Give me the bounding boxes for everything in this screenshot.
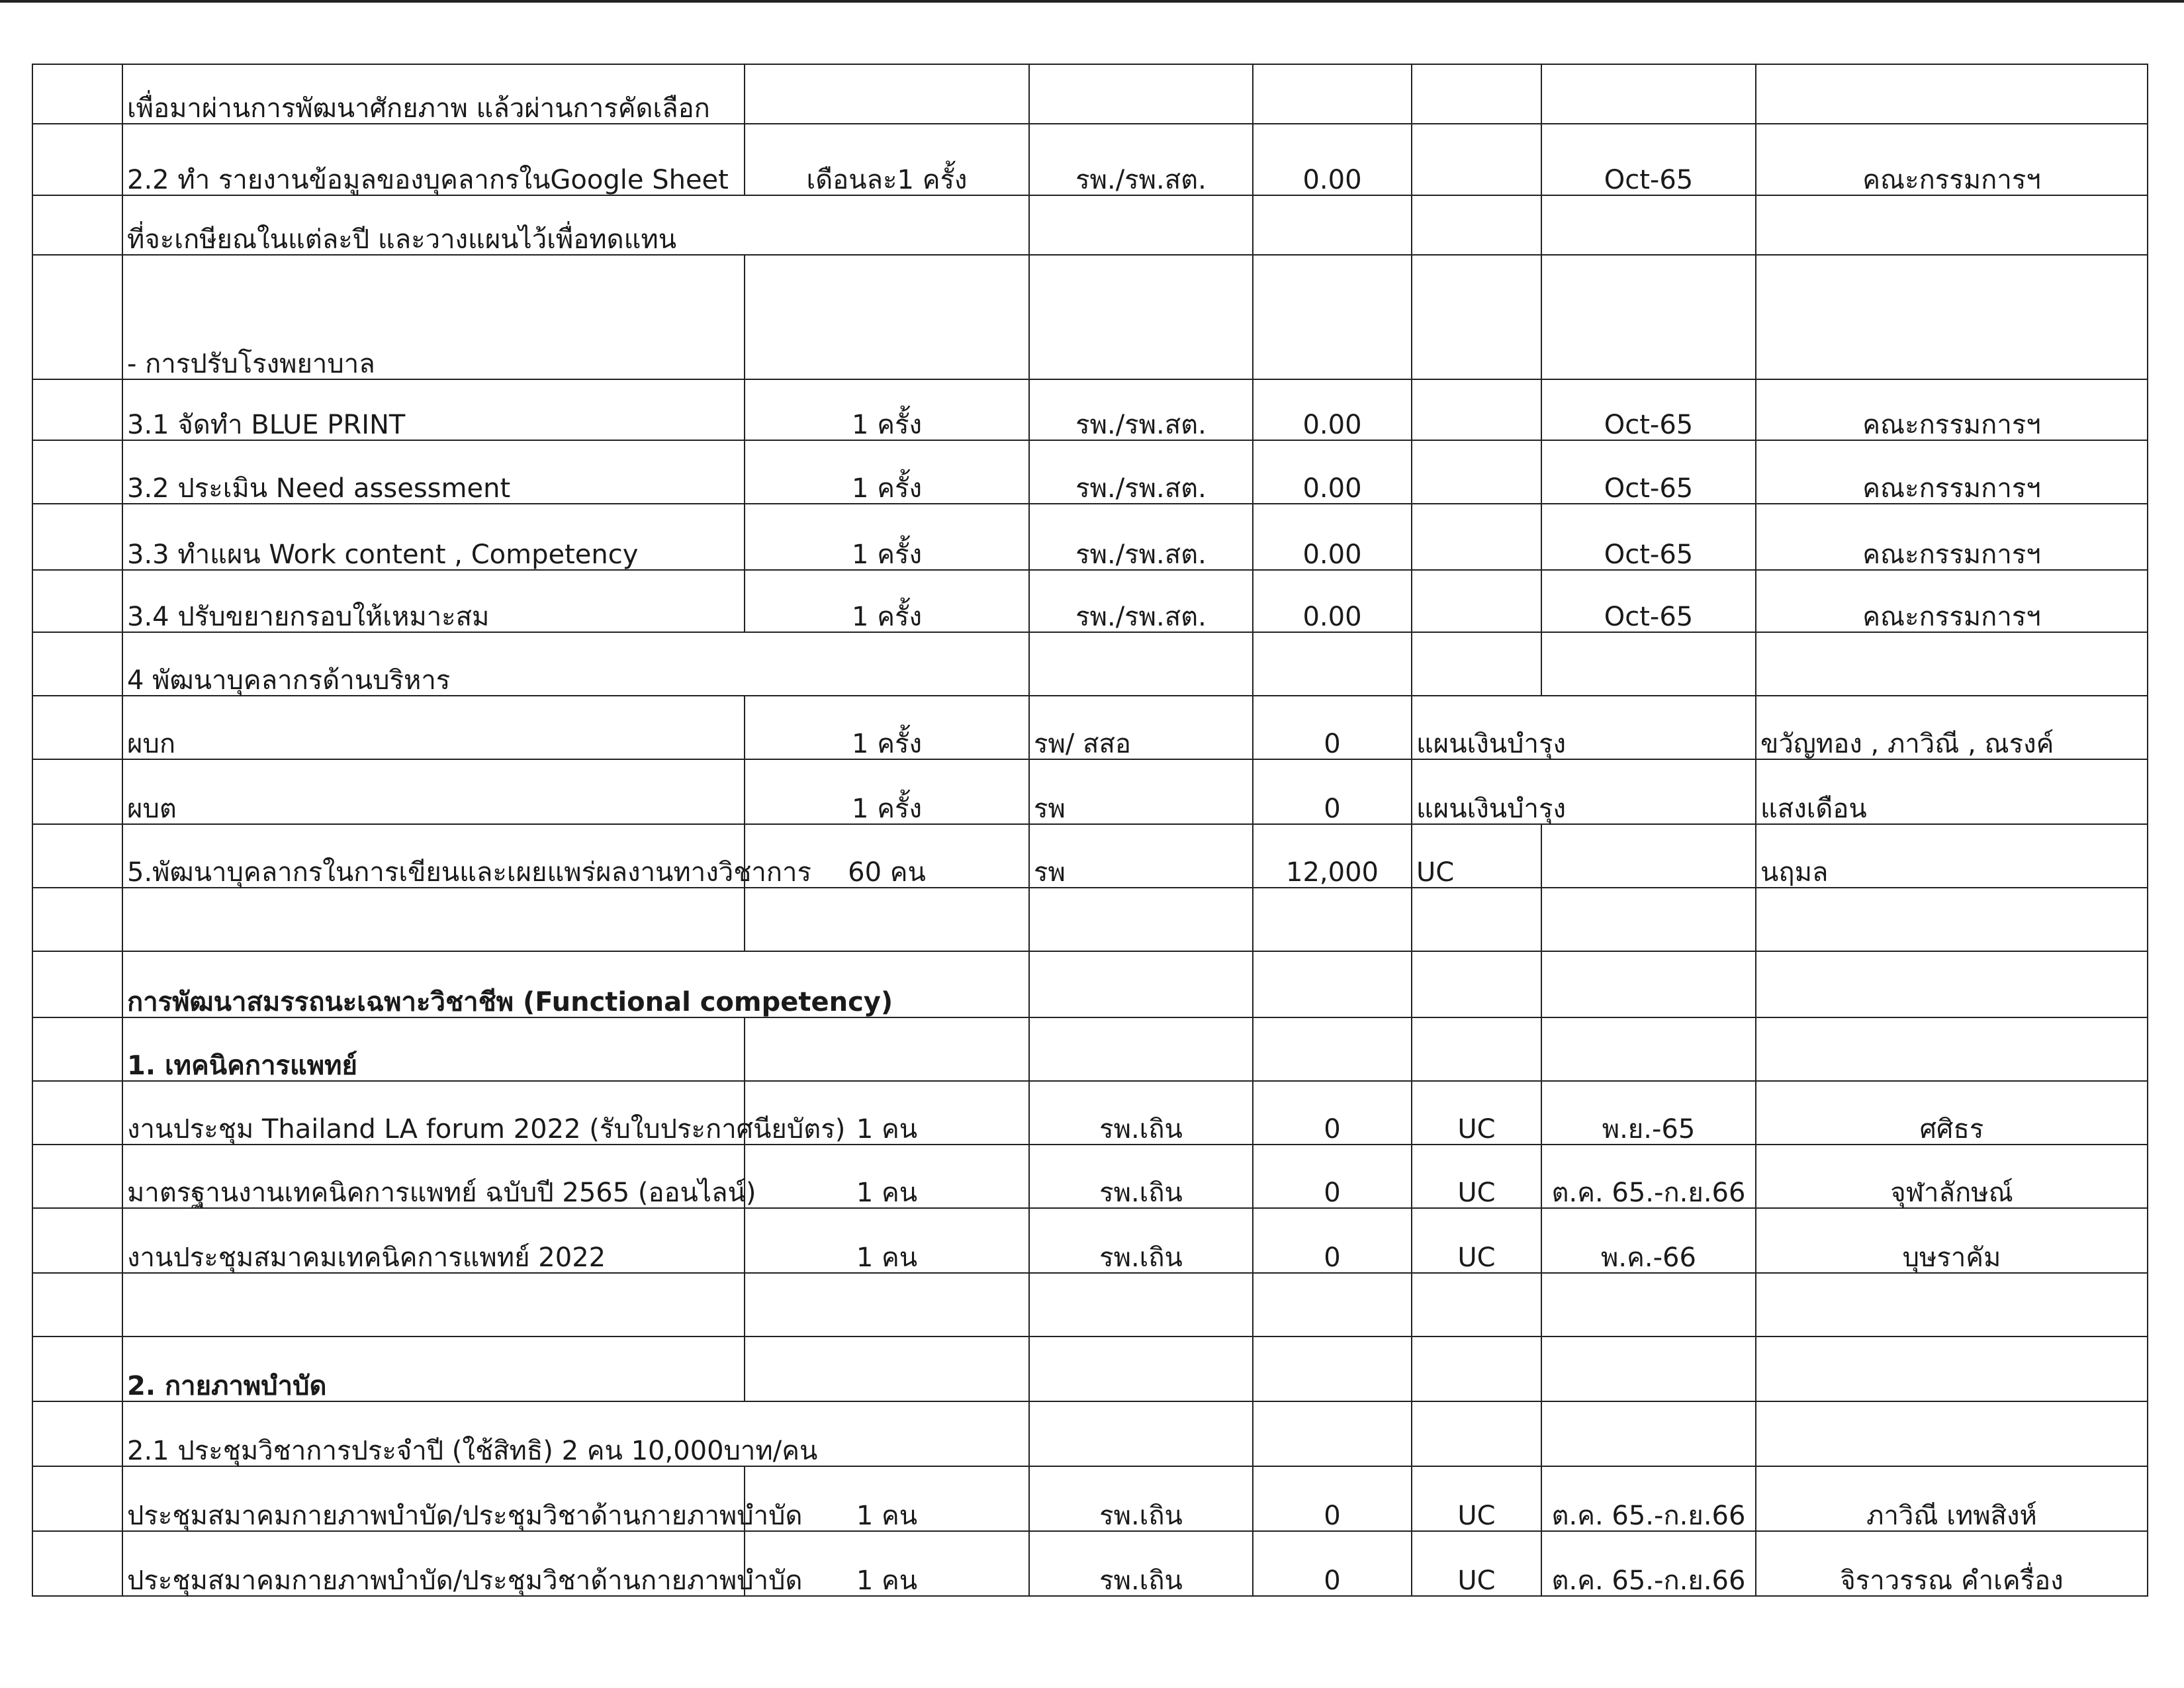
period-cell: ต.ค. 65.-ก.ย.66 — [1541, 1145, 1756, 1208]
owner-cell — [1756, 64, 2148, 124]
source-cell: UC — [1412, 1466, 1541, 1531]
spreadsheet-page — [32, 64, 2147, 1599]
budget-cell: 0.00 — [1253, 570, 1412, 632]
table-row — [32, 255, 2148, 379]
budget-cell: 12,000 — [1253, 824, 1412, 888]
budget-cell: 0.00 — [1253, 124, 1412, 195]
activity-cell: 5.พัฒนาบุคลากรในการเขียนและเผยแพร่ผลงานทางวิชาการ — [122, 824, 745, 888]
source-cell: แผนเงินบำรุง — [1412, 759, 1756, 824]
section-heading-row — [32, 951, 2148, 1017]
location-cell: รพ/ สสอ — [1029, 696, 1253, 759]
target-cell: 1 ครั้ง — [745, 570, 1029, 632]
source-cell — [1412, 888, 1541, 951]
owner-cell: จิราวรรณ คำเครื่อง — [1756, 1531, 2148, 1596]
table-row — [32, 1145, 2148, 1208]
margin-cell — [32, 759, 122, 824]
activity-cell: 3.4 ปรับขยายกรอบให้เหมาะสม — [122, 570, 745, 632]
location-cell — [1029, 1273, 1253, 1336]
margin-cell — [32, 1336, 122, 1401]
activity-cell: 3.3 ทำแผน Work content , Competency — [122, 504, 745, 570]
location-cell — [1029, 255, 1253, 379]
budget-cell — [1253, 951, 1412, 1017]
margin-cell — [32, 440, 122, 504]
budget-cell — [1253, 255, 1412, 379]
table-row — [32, 570, 2148, 632]
owner-cell: ศศิธร — [1756, 1081, 2148, 1145]
source-cell — [1412, 1336, 1541, 1401]
period-cell — [1541, 195, 1756, 255]
owner-cell: คณะกรรมการฯ — [1756, 504, 2148, 570]
period-cell — [1541, 255, 1756, 379]
source-cell — [1412, 504, 1541, 570]
margin-cell — [32, 1208, 122, 1273]
target-cell: 60 คน — [745, 824, 1029, 888]
period-cell: ต.ค. 65.-ก.ย.66 — [1541, 1466, 1756, 1531]
table-row — [32, 195, 2148, 255]
table-row — [32, 1336, 2148, 1401]
margin-cell — [32, 1145, 122, 1208]
activity-cell — [122, 888, 745, 951]
budget-cell — [1253, 888, 1412, 951]
activity-cell: 2.1 ประชุมวิชาการประจำปี (ใช้สิทธิ) 2 คน 10,000บาท/คน — [122, 1401, 1029, 1466]
source-cell: แผนเงินบำรุง — [1412, 696, 1756, 759]
location-cell — [1029, 632, 1253, 696]
owner-cell: คณะกรรมการฯ — [1756, 570, 2148, 632]
margin-cell — [32, 1466, 122, 1531]
location-cell: รพ — [1029, 824, 1253, 888]
target-cell: 1 คน — [745, 1466, 1029, 1531]
owner-cell — [1756, 1017, 2148, 1081]
period-cell: Oct-65 — [1541, 570, 1756, 632]
owner-cell: บุษราคัม — [1756, 1208, 2148, 1273]
budget-cell — [1253, 1017, 1412, 1081]
location-cell: รพ./รพ.สต. — [1029, 570, 1253, 632]
owner-cell: นฤมล — [1756, 824, 2148, 888]
owner-cell — [1756, 1336, 2148, 1401]
target-cell: 1 คน — [745, 1531, 1029, 1596]
activity-cell: ประชุมสมาคมกายภาพบำบัด/ประชุมวิชาด้านกายภาพบำบัด — [122, 1531, 745, 1596]
location-cell: รพ.เถิน — [1029, 1208, 1253, 1273]
budget-cell — [1253, 1401, 1412, 1466]
budget-cell — [1253, 1336, 1412, 1401]
margin-cell — [32, 570, 122, 632]
target-cell: เดือนละ1 ครั้ง — [745, 124, 1029, 195]
period-cell: พ.ค.-66 — [1541, 1208, 1756, 1273]
source-cell: UC — [1412, 1145, 1541, 1208]
activity-cell: เพื่อมาผ่านการพัฒนาศักยภาพ แล้วผ่านการคัดเลือก — [122, 64, 745, 124]
budget-cell: 0 — [1253, 759, 1412, 824]
budget-cell — [1253, 1273, 1412, 1336]
location-cell — [1029, 888, 1253, 951]
location-cell: รพ./รพ.สต. — [1029, 379, 1253, 440]
target-cell: 1 คน — [745, 1145, 1029, 1208]
owner-cell — [1756, 888, 2148, 951]
margin-cell — [32, 1017, 122, 1081]
table-row — [32, 1208, 2148, 1273]
page-top-rule — [0, 0, 2184, 3]
table-row — [32, 504, 2148, 570]
location-cell — [1029, 951, 1253, 1017]
margin-cell — [32, 255, 122, 379]
table-row — [32, 1531, 2148, 1596]
activity-cell: ที่จะเกษียณในแต่ละปี และวางแผนไว้เพื่อทดแทน — [122, 195, 1029, 255]
budget-cell: 0 — [1253, 1208, 1412, 1273]
budget-cell: 0 — [1253, 1531, 1412, 1596]
location-cell: รพ.เถิน — [1029, 1145, 1253, 1208]
activity-cell: 4 พัฒนาบุคลากรด้านบริหาร — [122, 632, 1029, 696]
budget-cell: 0 — [1253, 696, 1412, 759]
table-row — [32, 1466, 2148, 1531]
owner-cell — [1756, 1273, 2148, 1336]
activity-cell: 2.2 ทำ รายงานข้อมูลของบุคลากรในGoogle Sheet — [122, 124, 745, 195]
owner-cell: คณะกรรมการฯ — [1756, 124, 2148, 195]
margin-cell — [32, 379, 122, 440]
source-cell — [1412, 64, 1541, 124]
budget-cell: 0.00 — [1253, 504, 1412, 570]
owner-cell — [1756, 255, 2148, 379]
period-cell: Oct-65 — [1541, 124, 1756, 195]
margin-cell — [32, 64, 122, 124]
table-row — [32, 1017, 2148, 1081]
period-cell — [1541, 1273, 1756, 1336]
margin-cell — [32, 1081, 122, 1145]
owner-cell: จุฬาลักษณ์ — [1756, 1145, 2148, 1208]
source-cell — [1412, 570, 1541, 632]
margin-cell — [32, 632, 122, 696]
period-cell — [1541, 888, 1756, 951]
period-cell — [1541, 64, 1756, 124]
location-cell: รพ./รพ.สต. — [1029, 440, 1253, 504]
period-cell — [1541, 824, 1756, 888]
target-cell: 1 คน — [745, 1208, 1029, 1273]
owner-cell: แสงเดือน — [1756, 759, 2148, 824]
subsection-heading: 2. กายภาพบำบัด — [122, 1336, 745, 1401]
owner-cell — [1756, 1401, 2148, 1466]
source-cell: UC — [1412, 1531, 1541, 1596]
owner-cell — [1756, 195, 2148, 255]
activity-cell: มาตรฐานงานเทคนิคการแพทย์ ฉบับปี 2565 (ออนไลน์) — [122, 1145, 745, 1208]
activity-cell: งานประชุมสมาคมเทคนิคการแพทย์ 2022 — [122, 1208, 745, 1273]
target-cell — [745, 1336, 1029, 1401]
owner-cell: คณะกรรมการฯ — [1756, 440, 2148, 504]
margin-cell — [32, 888, 122, 951]
table-row — [32, 696, 2148, 759]
period-cell: พ.ย.-65 — [1541, 1081, 1756, 1145]
subsection-heading: 1. เทคนิคการแพทย์ — [122, 1017, 745, 1081]
owner-cell: คณะกรรมการฯ — [1756, 379, 2148, 440]
source-cell — [1412, 1401, 1541, 1466]
source-cell — [1412, 1273, 1541, 1336]
table-row — [32, 824, 2148, 888]
target-cell: 1 ครั้ง — [745, 440, 1029, 504]
target-cell: 1 คน — [745, 1081, 1029, 1145]
table-row — [32, 888, 2148, 951]
budget-cell: 0.00 — [1253, 440, 1412, 504]
table-row — [32, 632, 2148, 696]
margin-cell — [32, 1401, 122, 1466]
owner-cell: ขวัญทอง , ภาวิณี , ณรงค์ — [1756, 696, 2148, 759]
location-cell — [1029, 1017, 1253, 1081]
period-cell: Oct-65 — [1541, 440, 1756, 504]
location-cell: รพ.เถิน — [1029, 1081, 1253, 1145]
location-cell: รพ./รพ.สต. — [1029, 504, 1253, 570]
budget-cell — [1253, 195, 1412, 255]
location-cell — [1029, 1336, 1253, 1401]
activity-cell — [122, 1273, 745, 1336]
source-cell — [1412, 951, 1541, 1017]
margin-cell — [32, 951, 122, 1017]
owner-cell — [1756, 951, 2148, 1017]
budget-cell — [1253, 64, 1412, 124]
target-cell — [745, 1017, 1029, 1081]
target-cell — [745, 255, 1029, 379]
table-row — [32, 759, 2148, 824]
margin-cell — [32, 124, 122, 195]
plan-table — [32, 64, 2148, 1597]
period-cell — [1541, 951, 1756, 1017]
table-row — [32, 440, 2148, 504]
location-cell: รพ.เถิน — [1029, 1531, 1253, 1596]
location-cell: รพ — [1029, 759, 1253, 824]
margin-cell — [32, 824, 122, 888]
budget-cell: 0.00 — [1253, 379, 1412, 440]
source-cell — [1412, 124, 1541, 195]
source-cell: UC — [1412, 824, 1541, 888]
period-cell — [1541, 632, 1756, 696]
source-cell: UC — [1412, 1208, 1541, 1273]
target-cell: 1 ครั้ง — [745, 379, 1029, 440]
location-cell — [1029, 195, 1253, 255]
period-cell — [1541, 1401, 1756, 1466]
budget-cell: 0 — [1253, 1145, 1412, 1208]
activity-cell: - การปรับโรงพยาบาล — [122, 255, 745, 379]
location-cell — [1029, 1401, 1253, 1466]
table-row — [32, 124, 2148, 195]
activity-cell: ผบต — [122, 759, 745, 824]
margin-cell — [32, 696, 122, 759]
target-cell — [745, 64, 1029, 124]
activity-cell: ประชุมสมาคมกายภาพบำบัด/ประชุมวิชาด้านกายภาพบำบัด — [122, 1466, 745, 1531]
target-cell — [745, 888, 1029, 951]
period-cell — [1541, 1336, 1756, 1401]
budget-cell — [1253, 632, 1412, 696]
source-cell: UC — [1412, 1081, 1541, 1145]
margin-cell — [32, 1273, 122, 1336]
target-cell: 1 ครั้ง — [745, 504, 1029, 570]
section-heading: การพัฒนาสมรรถนะเฉพาะวิชาชีพ (Functional competency) — [122, 951, 1029, 1017]
activity-cell: งานประชุม Thailand LA forum 2022 (รับใบประกาศนียบัตร) — [122, 1081, 745, 1145]
activity-cell: 3.1 จัดทำ BLUE PRINT — [122, 379, 745, 440]
owner-cell — [1756, 632, 2148, 696]
table-row — [32, 1081, 2148, 1145]
table-row — [32, 64, 2148, 124]
location-cell — [1029, 64, 1253, 124]
period-cell: Oct-65 — [1541, 504, 1756, 570]
activity-cell: ผบก — [122, 696, 745, 759]
owner-cell: ภาวิณี เทพสิงห์ — [1756, 1466, 2148, 1531]
budget-cell: 0 — [1253, 1081, 1412, 1145]
budget-cell: 0 — [1253, 1466, 1412, 1531]
source-cell — [1412, 195, 1541, 255]
source-cell — [1412, 255, 1541, 379]
source-cell — [1412, 440, 1541, 504]
source-cell — [1412, 632, 1541, 696]
source-cell — [1412, 1017, 1541, 1081]
margin-cell — [32, 195, 122, 255]
table-row — [32, 1401, 2148, 1466]
source-cell — [1412, 379, 1541, 440]
margin-cell — [32, 504, 122, 570]
location-cell: รพ.เถิน — [1029, 1466, 1253, 1531]
table-row — [32, 379, 2148, 440]
target-cell — [745, 1273, 1029, 1336]
target-cell: 1 ครั้ง — [745, 696, 1029, 759]
target-cell: 1 ครั้ง — [745, 759, 1029, 824]
table-row — [32, 1273, 2148, 1336]
location-cell: รพ./รพ.สต. — [1029, 124, 1253, 195]
period-cell — [1541, 1017, 1756, 1081]
period-cell: ต.ค. 65.-ก.ย.66 — [1541, 1531, 1756, 1596]
margin-cell — [32, 1531, 122, 1596]
period-cell: Oct-65 — [1541, 379, 1756, 440]
activity-cell: 3.2 ประเมิน Need assessment — [122, 440, 745, 504]
